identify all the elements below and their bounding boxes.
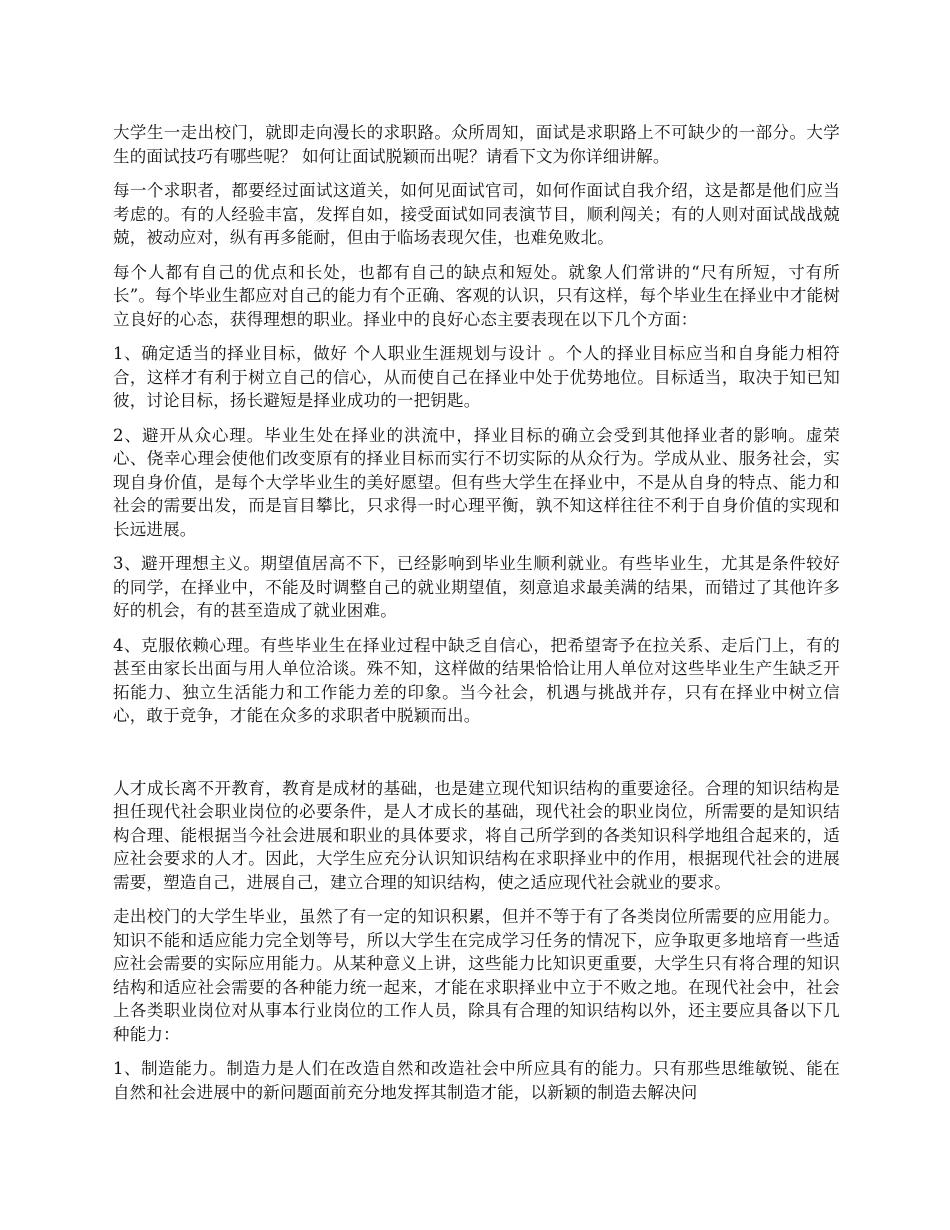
paragraph-point-2: 2、避开从众心理。毕业生处在择业的洪流中，择业目标的确立会受到其他择业者的影响。虚荣心、侥幸心理会使他们改变原有的择业目标而实行不切实际的从众行为。学成从业、服务社会，实现自身价值，是每个大学毕业生的美好愿望。但有些大学生在择业中，不是从自身的特点、能力和社会的需要出发，而是盲目攀比，只求得一时心理平衡，孰不知这样往往不利于自身价值的实现和长远进展。 [113, 425, 840, 539]
section-divider-space [113, 739, 840, 777]
paragraph-point-1: 1、确定适当的择业目标，做好 个人职业生涯规划与设计 。个人的择业目标应当和自身能力相符合，这样才有利于树立自己的信心，从而使自己在择业中处于优势地位。目标适当，取决于知已知彼，讨论目标，扬长避短是择业成功的一把钥匙。 [113, 344, 840, 410]
paragraph-education: 人才成长离不开教育，教育是成材的基础，也是建立现代知识结构的重要途径。合理的知识结构是担任现代社会职业岗位的必要条件，是人才成长的基础，现代社会的职业岗位，所需要的是知识结构合理、能根据当今社会进展和职业的具体要求，将自己所学到的各类知识科学地组合起来的，适应社会要求的人才。因此，大学生应充分认识知识结构在求职择业中的作用，根据现代社会的进展需要，塑造自己，进展自己，建立合理的知识结构，使之适应现代社会就业的要求。 [113, 778, 840, 892]
paragraph-ability-1: 1、制造能力。制造力是人们在改造自然和改造社会中所应具有的能力。只有那些思维敏锐、能在自然和社会进展中的新问题面前充分地发挥其制造才能，以新颖的制造去解决问 [113, 1059, 840, 1102]
paragraph-abilities: 走出校门的大学生毕业，虽然了有一定的知识积累，但并不等于有了各类岗位所需要的应用能力。知识不能和适应能力完全划等号，所以大学生在完成学习任务的情况下，应争取更多地培育一些适应社会需要的实际应用能力。从某种意义上讲，这些能力比知识更重要，大学生只有将合理的知识结构和适应社会需要的各种能力统一起来，才能在求职择业中立于不败之地。在现代社会中，社会上各类职业岗位对从事本行业岗位的工作人员，除具有合理的知识结构以外，还主要应具备以下几种能力： [113, 907, 840, 1044]
paragraph-intro: 大学生一走出校门，就即走向漫长的求职路。众所周知，面试是求职路上不可缺少的一部分。大学生的面试技巧有哪些呢？ 如何让面试脱颖而出呢？请看下文为你详细讲解。 [113, 123, 840, 166]
paragraph-self-knowledge: 每个人都有自己的优点和长处，也都有自己的缺点和短处。就象人们常讲的“尺有所短，寸有所长”。每个毕业生都应对自己的能力有个正确、客观的认识，只有这样，每个毕业生在择业中才能树立良好的心态，获得理想的职业。择业中的良好心态主要表现在以下几个方面： [113, 262, 840, 329]
paragraph-point-3: 3、避开理想主义。期望值居高不下，已经影响到毕业生顺利就业。有些毕业生，尤其是条件较好的同学，在择业中，不能及时调整自己的就业期望值，刻意追求最美满的结果，而错过了其他许多好的机会，有的甚至造成了就业困难。 [113, 554, 840, 620]
document-body [113, 121, 840, 1115]
paragraph-point-4: 4、克服依赖心理。有些毕业生在择业过程中缺乏自信心，把希望寄予在拉关系、走后门上，有的甚至由家长出面与用人单位洽谈。殊不知，这样做的结果恰恰让用人单位对这些毕业生产生缺乏开拓能力、独立生活能力和工作能力差的印象。当今社会，机遇与挑战并存，只有在择业中树立信心，敢于竞争，才能在众多的求职者中脱颖而出。 [113, 635, 840, 725]
paragraph-interview: 每一个求职者，都要经过面试这道关，如何见面试官司，如何作面试自我介绍，这是都是他们应当考虑的。有的人经验丰富，发挥自如，接受面试如同表演节目，顺利闯关；有的人则对面试战战兢兢，被动应对，纵有再多能耐，但由于临场表现欠佳，也难免败北。 [113, 181, 840, 247]
